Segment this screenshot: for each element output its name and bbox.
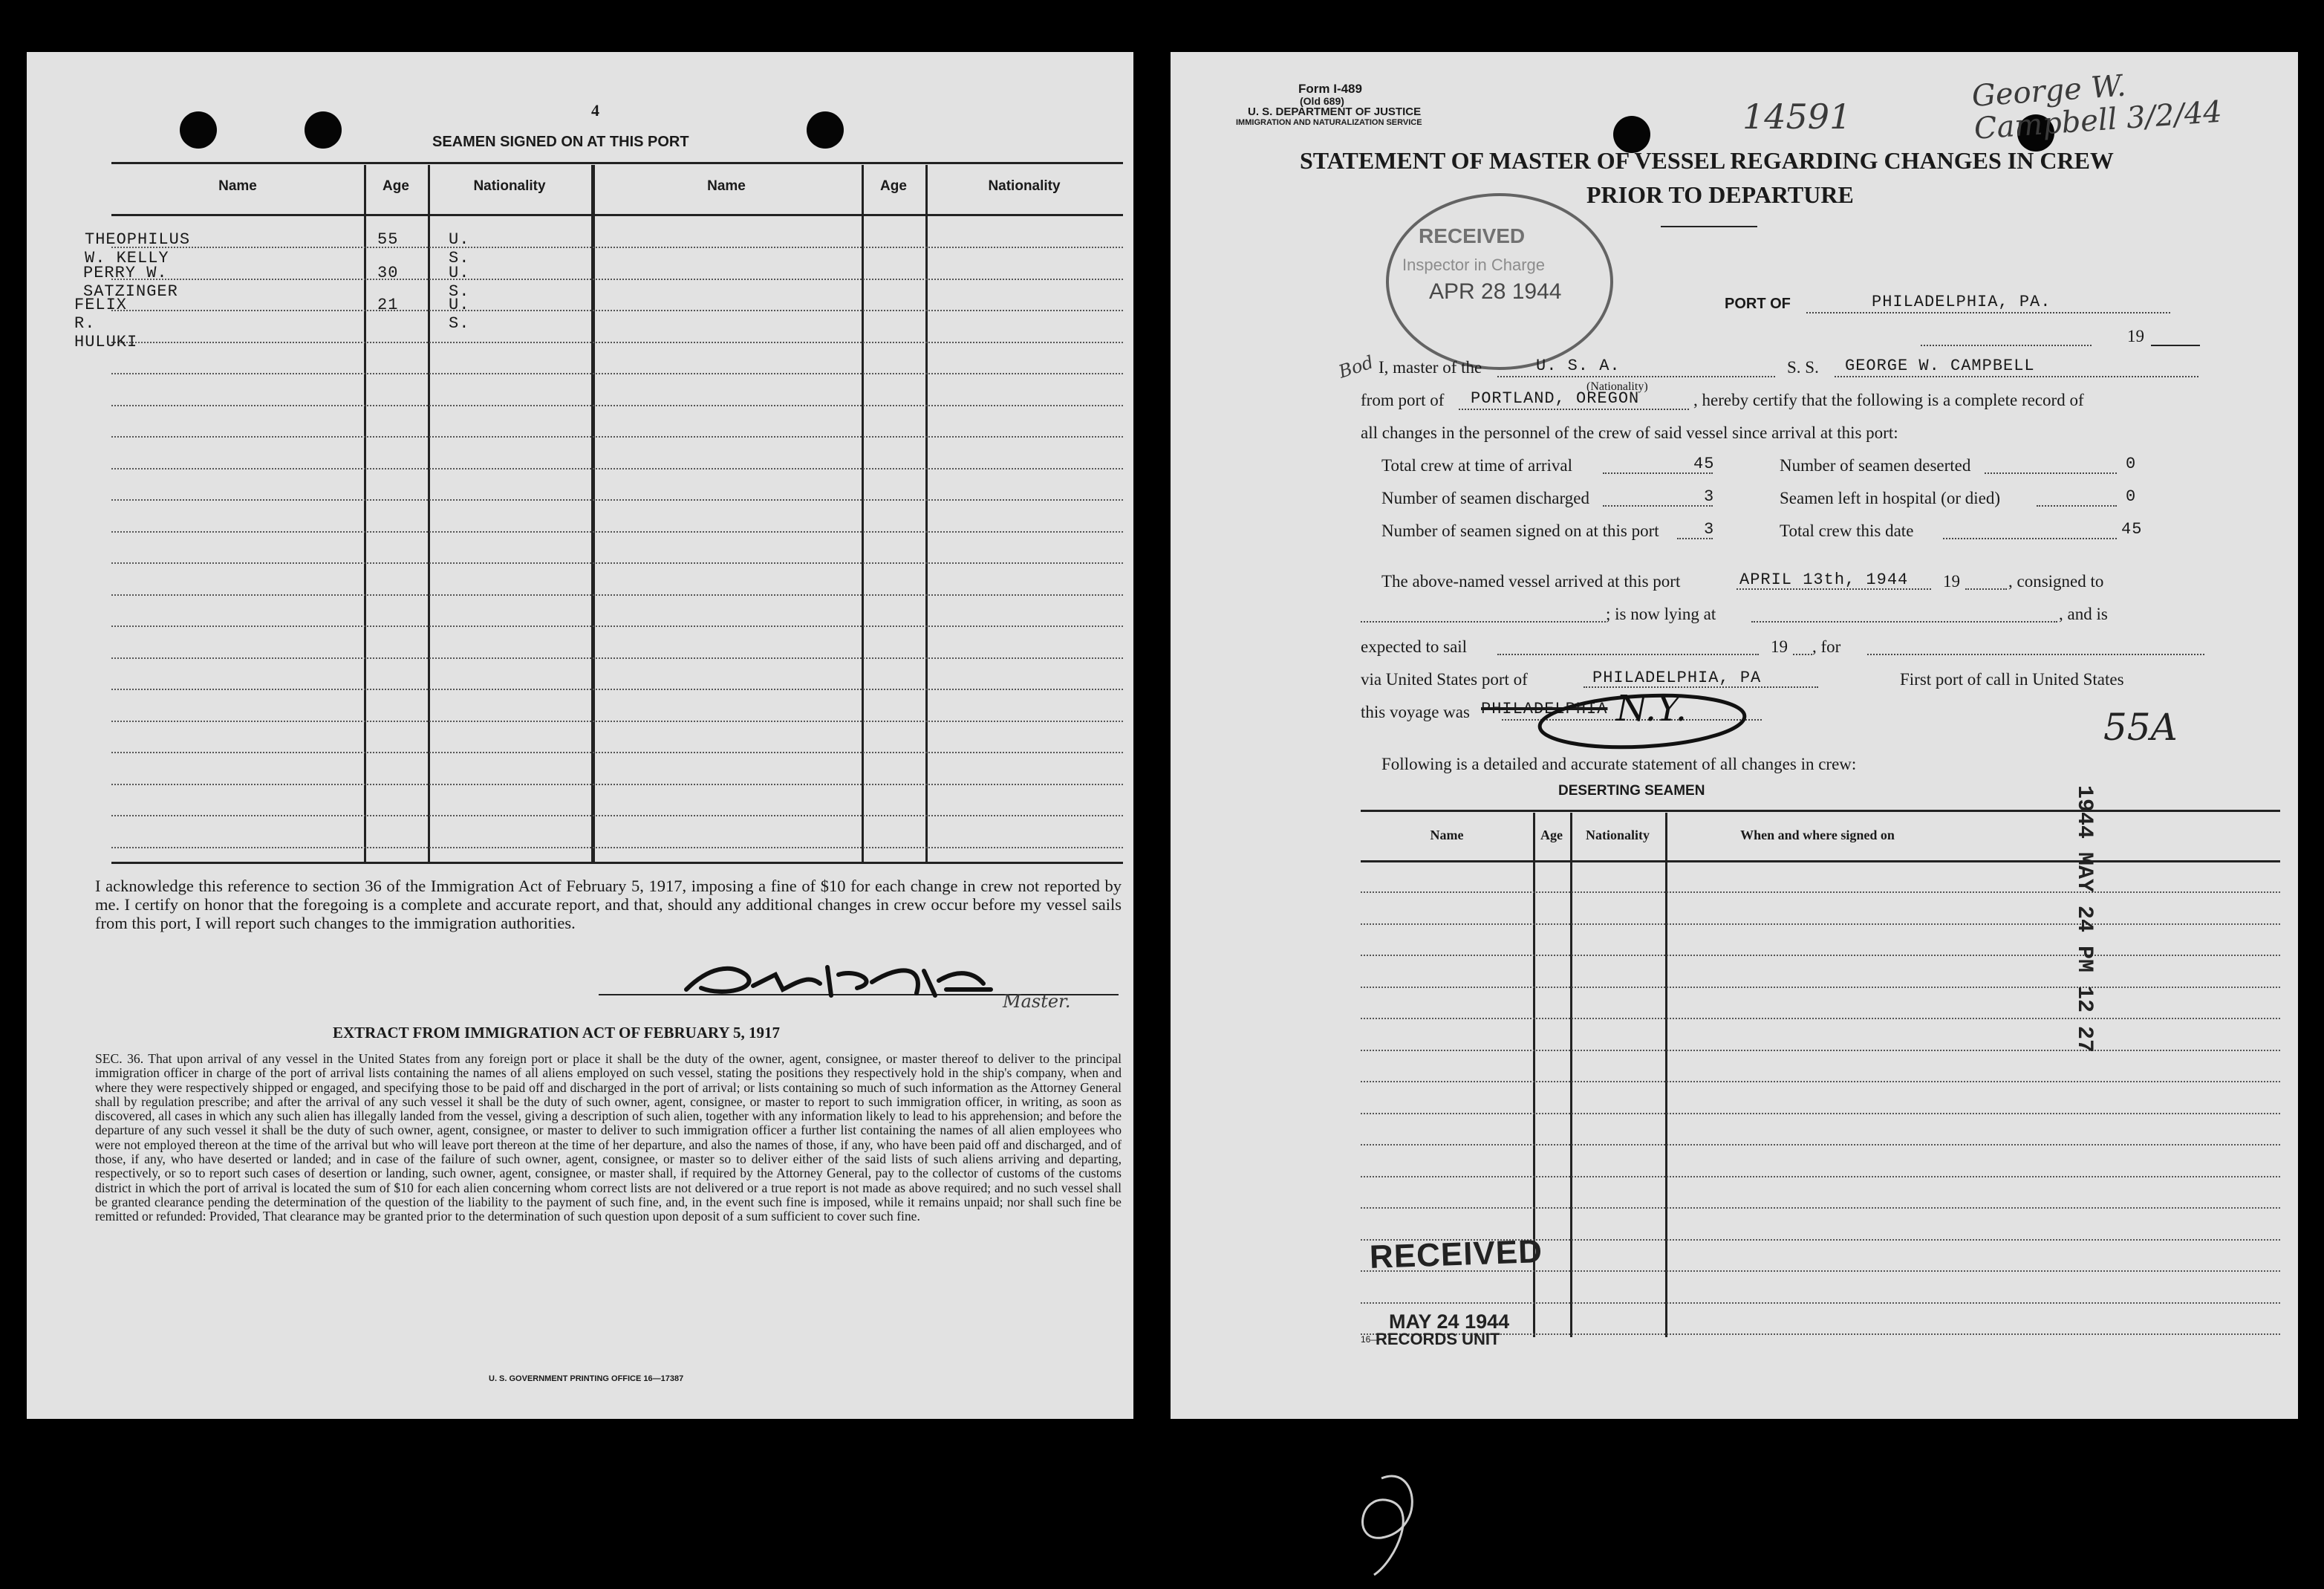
discharged-label: Number of seamen discharged	[1381, 489, 1589, 507]
acknowledgment-text: I acknowledge this reference to section 36 of the Immigration Act of February 5, 1917, imposing a fine of $10 for each change in crew not reported by me. I certify on honor that the foregoing is a complete and accurate report, and that, should any additional changes in crew occur before my vessel sails from this port, I will report such changes to the immigration authorities.	[95, 877, 1122, 932]
consigned-label: , consigned to	[2008, 572, 2104, 591]
from-port-label: from port of	[1361, 391, 1445, 409]
table-row-line	[111, 405, 1123, 406]
seaman-age: 55	[377, 230, 399, 249]
arrived-label: The above-named vessel arrived at this port	[1381, 572, 1681, 591]
deserting-row-line	[1361, 1176, 2280, 1177]
received-stamp-circle	[1386, 193, 1613, 370]
port-label: PORT OF	[1725, 296, 1791, 312]
handwritten-ship-date: George W. Campbell 3/2/44	[1970, 68, 2224, 146]
deserting-row-line	[1361, 1144, 2280, 1146]
voyage-label: this voyage was	[1361, 703, 1470, 721]
table-row-line	[111, 815, 1123, 816]
deserting-row-line	[1361, 1018, 2280, 1019]
seaman-age: 21	[377, 296, 399, 314]
section-title: SEAMEN SIGNED ON AT THIS PORT	[432, 134, 689, 150]
lying-label: ; is now lying at	[1606, 605, 1716, 623]
nationality-value: U. S. A.	[1536, 357, 1621, 375]
table-row-line	[111, 847, 1123, 848]
certify-text: , hereby certify that the following is a complete record of	[1693, 391, 2084, 409]
table-row-line	[111, 499, 1123, 501]
year-label: 19	[2127, 327, 2144, 345]
background-scribble	[1307, 1449, 1456, 1582]
table-row-line	[111, 310, 1123, 311]
col-header-age: Age	[383, 178, 409, 194]
from-port-value: PORTLAND, OREGON	[1471, 389, 1640, 408]
deserting-title: DESERTING SEAMEN	[1558, 783, 1705, 799]
via-label: via United States port of	[1361, 670, 1528, 689]
table-row-line	[111, 784, 1123, 785]
seaman-name: THEOPHILUS W. KELLY	[85, 230, 191, 267]
ship-name: GEORGE W. CAMPBELL	[1845, 357, 2035, 375]
table-row-line	[111, 562, 1123, 564]
signed-on-label: Number of seamen signed on at this port	[1381, 521, 1659, 540]
table-row-line	[111, 689, 1123, 690]
deserting-row-line	[1361, 955, 2280, 956]
department: U. S. DEPARTMENT OF JUSTICE	[1248, 105, 1422, 118]
total-crew-arrival-value: 45	[1693, 455, 1715, 473]
extract-body: SEC. 36. That upon arrival of any vessel in the United States from any foreign port or place it shall be the duty of the owner, agent, consignee, or master thereof to deliver to the principal immigration officer in charge of the port of arrival lists containing the names of all aliens employed on such vessel, stating the positions they respectively hold in the ship's company, when and where they were respectively shipped or engaged, and specifying those to be paid off and discharged in the port of arrival; or lists containing so much of such information as the Attorney General shall by regulation prescribe; and after the arrival of any such vessel it shall be the duty of such owner, agent, consignee, or master to report to such immigration officer, in writing, as soon as discovered, all cases in which any such alien has illegally landed from the vessel, giving a description of such alien, together with any information likely to lead to his apprehension; and before the departure of any such vessel it shall be the duty of such owner, agent, consignee, or master to deliver to such immigration officer a further list containing the names of all alien employees who were not employed thereon at the time of the arrival but who will leave port thereon at the time of her departure, and also the names of those, if any, who have been paid off and discharged, and of those, if any, who have deserted or landed; and in case of the failure of such owner, agent, consignee, or master so to deliver either of the said lists of such aliens arriving and departing, respectively, or so to report such cases of desertion or landing, such owner, agent, consignee, or master shall, if required by the Attorney General, pay to the collector of customs of the customs district in which the port of arrival is located the sum of $10 for each alien concerning whom correct lists are not delivered or a true report is not made as above required; and no such vessel shall be granted clearance pending the determination of the question of the liability to the payment of such fine, and, in the event such fine is imposed, while it remains unpaid; nor shall such fine be remitted or refunded: Provided, That clearance may be granted prior to the determination of such question upon deposit of a sum sufficient to cover such fine.	[95, 1051, 1122, 1224]
handwritten-number: 14591	[1742, 97, 1852, 137]
punch-hole	[807, 111, 844, 149]
total-crew-date-label: Total crew this date	[1780, 521, 1914, 540]
col-header-name-2: Name	[707, 178, 746, 194]
table-row-line	[111, 436, 1123, 438]
signed-on-value: 3	[1704, 520, 1715, 539]
received-date: MAY 24 1944	[1389, 1310, 1510, 1333]
deserting-row-line	[1361, 1207, 2280, 1209]
deserting-header-nationality: Nationality	[1585, 828, 1650, 842]
received-stamp: RECEIVED	[1369, 1232, 1543, 1276]
form-title-line2: PRIOR TO DEPARTURE	[1586, 181, 1854, 208]
nationality-caption: (Nationality)	[1586, 380, 1648, 393]
master-of-label: I, master of the	[1379, 358, 1482, 377]
deserting-row-line	[1361, 891, 2280, 893]
arrived-value: APRIL 13th, 1944	[1739, 571, 1909, 589]
deserting-header-name: Name	[1430, 828, 1464, 842]
first-port-label: First port of call in United States	[1900, 670, 2124, 689]
right-page	[1171, 52, 2298, 1419]
ss-label: S. S.	[1787, 358, 1819, 377]
col-header-name: Name	[218, 178, 257, 194]
seaman-nationality: U. S.	[449, 230, 470, 267]
seaman-age: 30	[377, 264, 399, 282]
records-prefix: 16—	[1361, 1334, 1380, 1345]
col-header-age-2: Age	[880, 178, 907, 194]
via-value: PHILADELPHIA, PA	[1592, 669, 1762, 687]
discharged-value: 3	[1704, 487, 1715, 506]
form-number: Form I-489	[1298, 82, 1362, 96]
records-unit: RECORDS UNIT	[1376, 1330, 1500, 1348]
table-row-line	[111, 373, 1123, 374]
col-header-nationality-2: Nationality	[988, 178, 1061, 194]
hospital-value: 0	[2126, 487, 2137, 506]
table-row-line	[111, 657, 1123, 659]
voyage-handwritten: N.Y.	[1616, 688, 1687, 729]
deserted-label: Number of seamen deserted	[1780, 456, 1971, 475]
stamp-inspector-text: Inspector in Charge	[1402, 256, 1545, 274]
form-old: (Old 689)	[1300, 95, 1344, 107]
table-row-line	[111, 342, 1123, 343]
following-text: Following is a detailed and accurate statement of all changes in crew:	[1381, 755, 1857, 773]
table-row-line	[111, 247, 1123, 248]
total-crew-date-value: 45	[2121, 520, 2143, 539]
deserting-row-line	[1361, 1302, 2280, 1304]
margin-note: 55A	[2103, 706, 2178, 749]
deserted-value: 0	[2126, 455, 2137, 473]
expected-label: expected to sail	[1361, 637, 1468, 656]
and-is-label: , and is	[2059, 605, 2108, 623]
seaman-name: FELIX R. HULUKI	[74, 296, 138, 351]
page-number: 4	[591, 101, 599, 120]
table-row-line	[111, 721, 1123, 722]
punch-hole	[180, 111, 217, 149]
total-crew-arrival-label: Total crew at time of arrival	[1381, 456, 1573, 475]
stamp-date: APR 28 1944	[1429, 279, 1562, 304]
seaman-name: PERRY W. SATZINGER	[83, 264, 178, 301]
deserting-row-line	[1361, 923, 2280, 925]
deserting-row-line	[1361, 1081, 2280, 1082]
master-signature	[679, 952, 1013, 1012]
table-row-line	[111, 279, 1123, 280]
expected-year: 19	[1771, 637, 1788, 656]
table-row-line	[111, 594, 1123, 596]
col-header-nationality: Nationality	[473, 178, 546, 194]
extract-title: EXTRACT FROM IMMIGRATION ACT OF FEBRUARY 5, 1917	[333, 1024, 781, 1042]
deserting-header-when-where: When and where signed on	[1740, 828, 1895, 842]
deserting-header-age: Age	[1540, 828, 1563, 842]
left-page	[27, 52, 1133, 1419]
hospital-label: Seamen left in hospital (or died)	[1780, 489, 2001, 507]
deserting-row-line	[1361, 1113, 2280, 1114]
seaman-nationality: U. S.	[449, 296, 470, 333]
punch-hole	[305, 111, 342, 149]
table-row-line	[111, 468, 1123, 469]
table-row-line	[111, 752, 1123, 753]
table-row-line	[111, 531, 1123, 533]
port-value: PHILADELPHIA, PA.	[1872, 293, 2051, 311]
vertical-received-stamp: 1944 MAY 24 PM 12 27	[2071, 785, 2097, 1053]
certify-text-2: all changes in the personnel of the crew of said vessel since arrival at this port:	[1361, 423, 1898, 442]
stamp-received-text: RECEIVED	[1419, 224, 1526, 247]
voyage-value: PHILADELPHIA	[1481, 700, 1608, 718]
seaman-nationality: U. S.	[449, 264, 470, 301]
service: IMMIGRATION AND NATURALIZATION SERVICE	[1236, 118, 1422, 127]
for-label: , for	[1812, 637, 1841, 656]
deserting-row-line	[1361, 987, 2280, 988]
handwritten-initials: Bod	[1335, 351, 1376, 383]
printing-office: U. S. GOVERNMENT PRINTING OFFICE 16—17387	[489, 1374, 684, 1383]
deserting-row-line	[1361, 1050, 2280, 1051]
master-label: Master.	[1003, 991, 1071, 1012]
form-title-line1: STATEMENT OF MASTER OF VESSEL REGARDING CHANGES IN CREW	[1300, 147, 2114, 174]
arrived-year: 19	[1943, 572, 1960, 591]
table-row-line	[111, 625, 1123, 627]
